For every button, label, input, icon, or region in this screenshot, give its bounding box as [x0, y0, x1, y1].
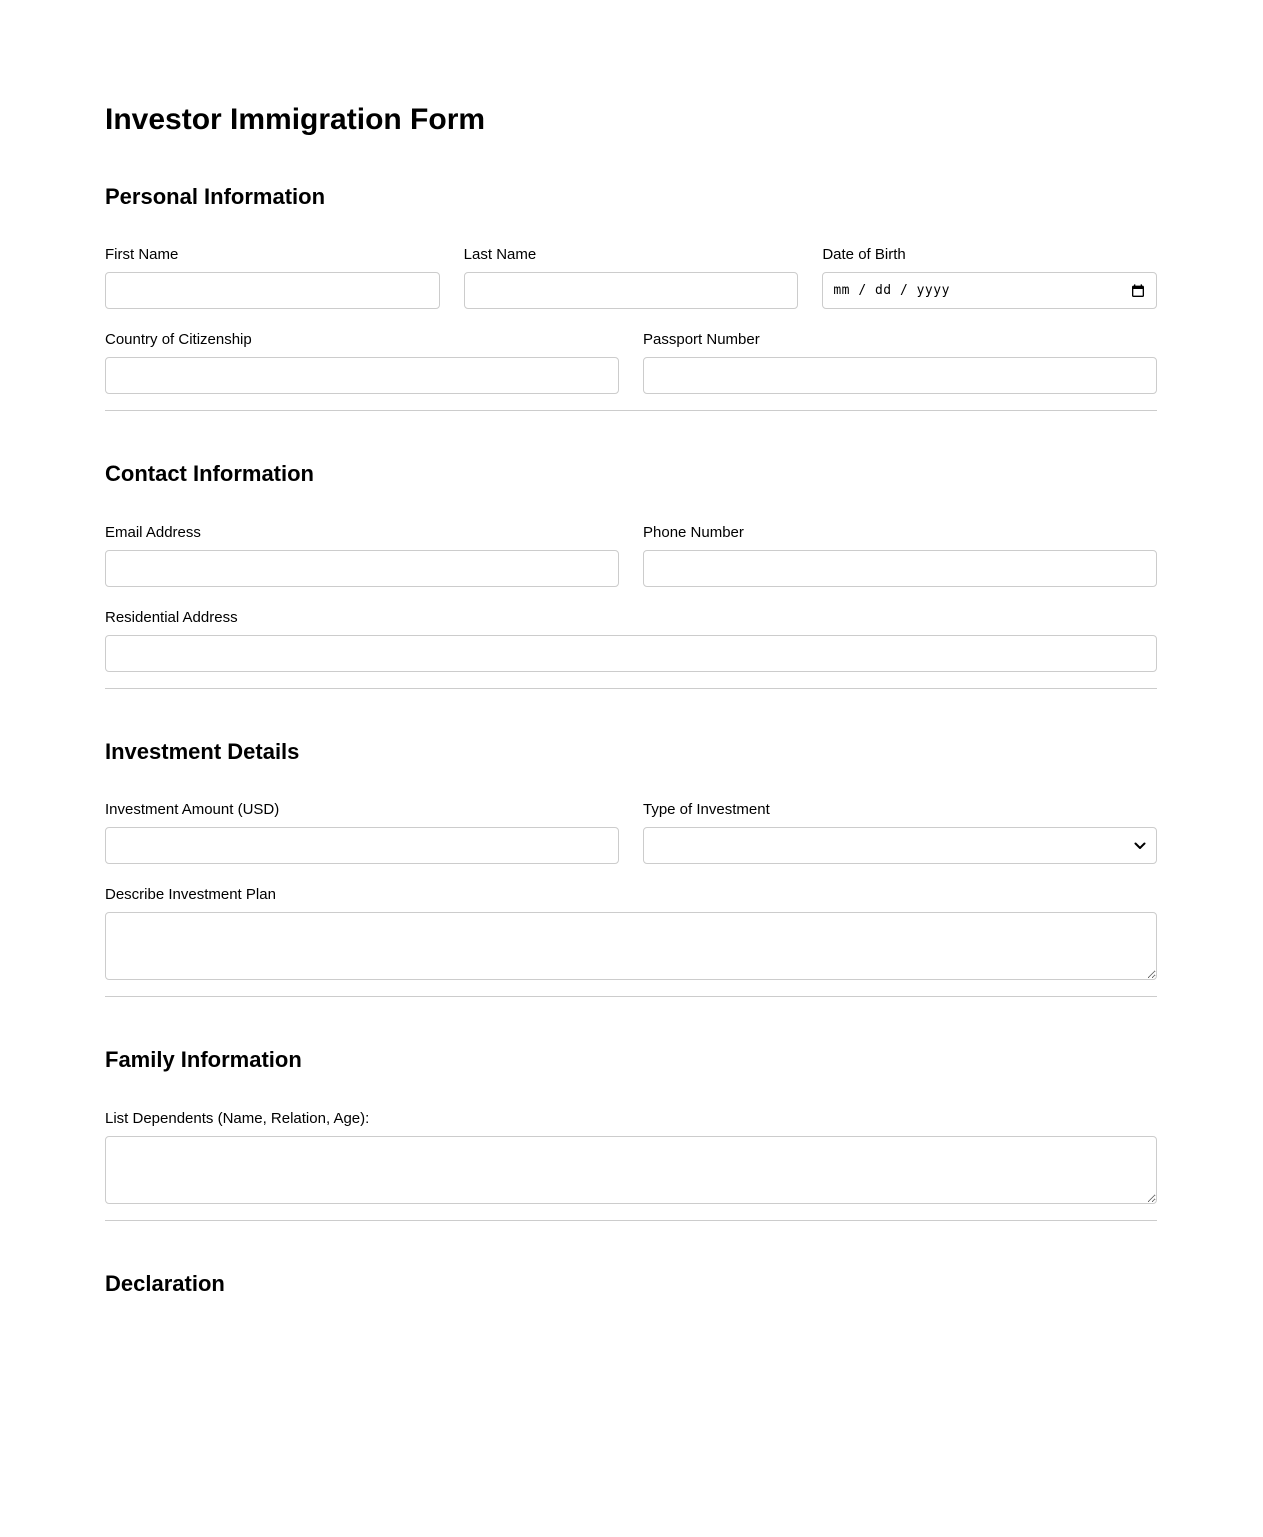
section-heading-family: Family Information — [105, 1047, 302, 1073]
section-heading-personal: Personal Information — [105, 184, 326, 209]
first-name-input[interactable] — [105, 272, 440, 309]
field-passport-number — [643, 331, 1157, 394]
section-investment-details — [105, 739, 1157, 997]
field-investment-amount — [105, 801, 619, 864]
field-last-name — [464, 246, 799, 309]
date-of-birth-input[interactable] — [822, 272, 1157, 309]
field-phone-number — [643, 524, 1157, 587]
field-country-of-citizenship — [105, 331, 619, 394]
first-name-label: First Name — [105, 246, 179, 264]
section-contact-information — [105, 461, 1157, 688]
field-dependents — [105, 1110, 1157, 1204]
section-heading-contact: Contact Information — [105, 461, 314, 487]
type-of-investment-select[interactable] — [643, 827, 1157, 864]
date-placeholder-text: mm / dd / yyyy — [833, 283, 950, 299]
last-name-label: Last Name — [463, 246, 537, 264]
field-email-address — [105, 524, 619, 587]
dependents-label: List Dependents (Name, Relation, Age): — [105, 1109, 370, 1127]
phone-number-input[interactable] — [643, 550, 1157, 587]
section-heading-investment: Investment Details — [105, 738, 300, 764]
country-of-citizenship-label: Country of Citizenship — [105, 331, 252, 349]
calendar-icon[interactable] — [1130, 283, 1146, 299]
section-personal-information — [105, 184, 1157, 411]
section-heading-declaration: Declaration — [105, 1270, 225, 1296]
email-address-label: Email Address — [105, 523, 201, 541]
last-name-input[interactable] — [464, 272, 799, 309]
investment-plan-label: Describe Investment Plan — [105, 886, 276, 904]
field-date-of-birth — [822, 246, 1157, 309]
country-of-citizenship-input[interactable] — [105, 357, 619, 394]
field-residential-address — [105, 609, 1157, 672]
section-declaration — [105, 1271, 1157, 1537]
page-title: Investor Immigration Form — [105, 103, 486, 136]
phone-number-label: Phone Number — [643, 523, 744, 541]
investment-amount-input[interactable] — [105, 827, 619, 864]
passport-number-input[interactable] — [643, 357, 1157, 394]
type-of-investment-label: Type of Investment — [643, 801, 770, 819]
residential-address-input[interactable] — [105, 635, 1157, 672]
investment-plan-textarea[interactable] — [105, 912, 1157, 980]
dependents-textarea[interactable] — [105, 1136, 1157, 1204]
section-family-information — [105, 1047, 1157, 1220]
investment-amount-label: Investment Amount (USD) — [105, 801, 280, 819]
passport-number-label: Passport Number — [643, 331, 760, 349]
date-of-birth-label: Date of Birth — [822, 246, 906, 264]
field-investment-plan — [105, 886, 1157, 980]
email-address-input[interactable] — [105, 550, 619, 587]
field-first-name — [105, 246, 440, 309]
field-type-of-investment — [643, 801, 1157, 864]
residential-address-label: Residential Address — [105, 608, 238, 626]
